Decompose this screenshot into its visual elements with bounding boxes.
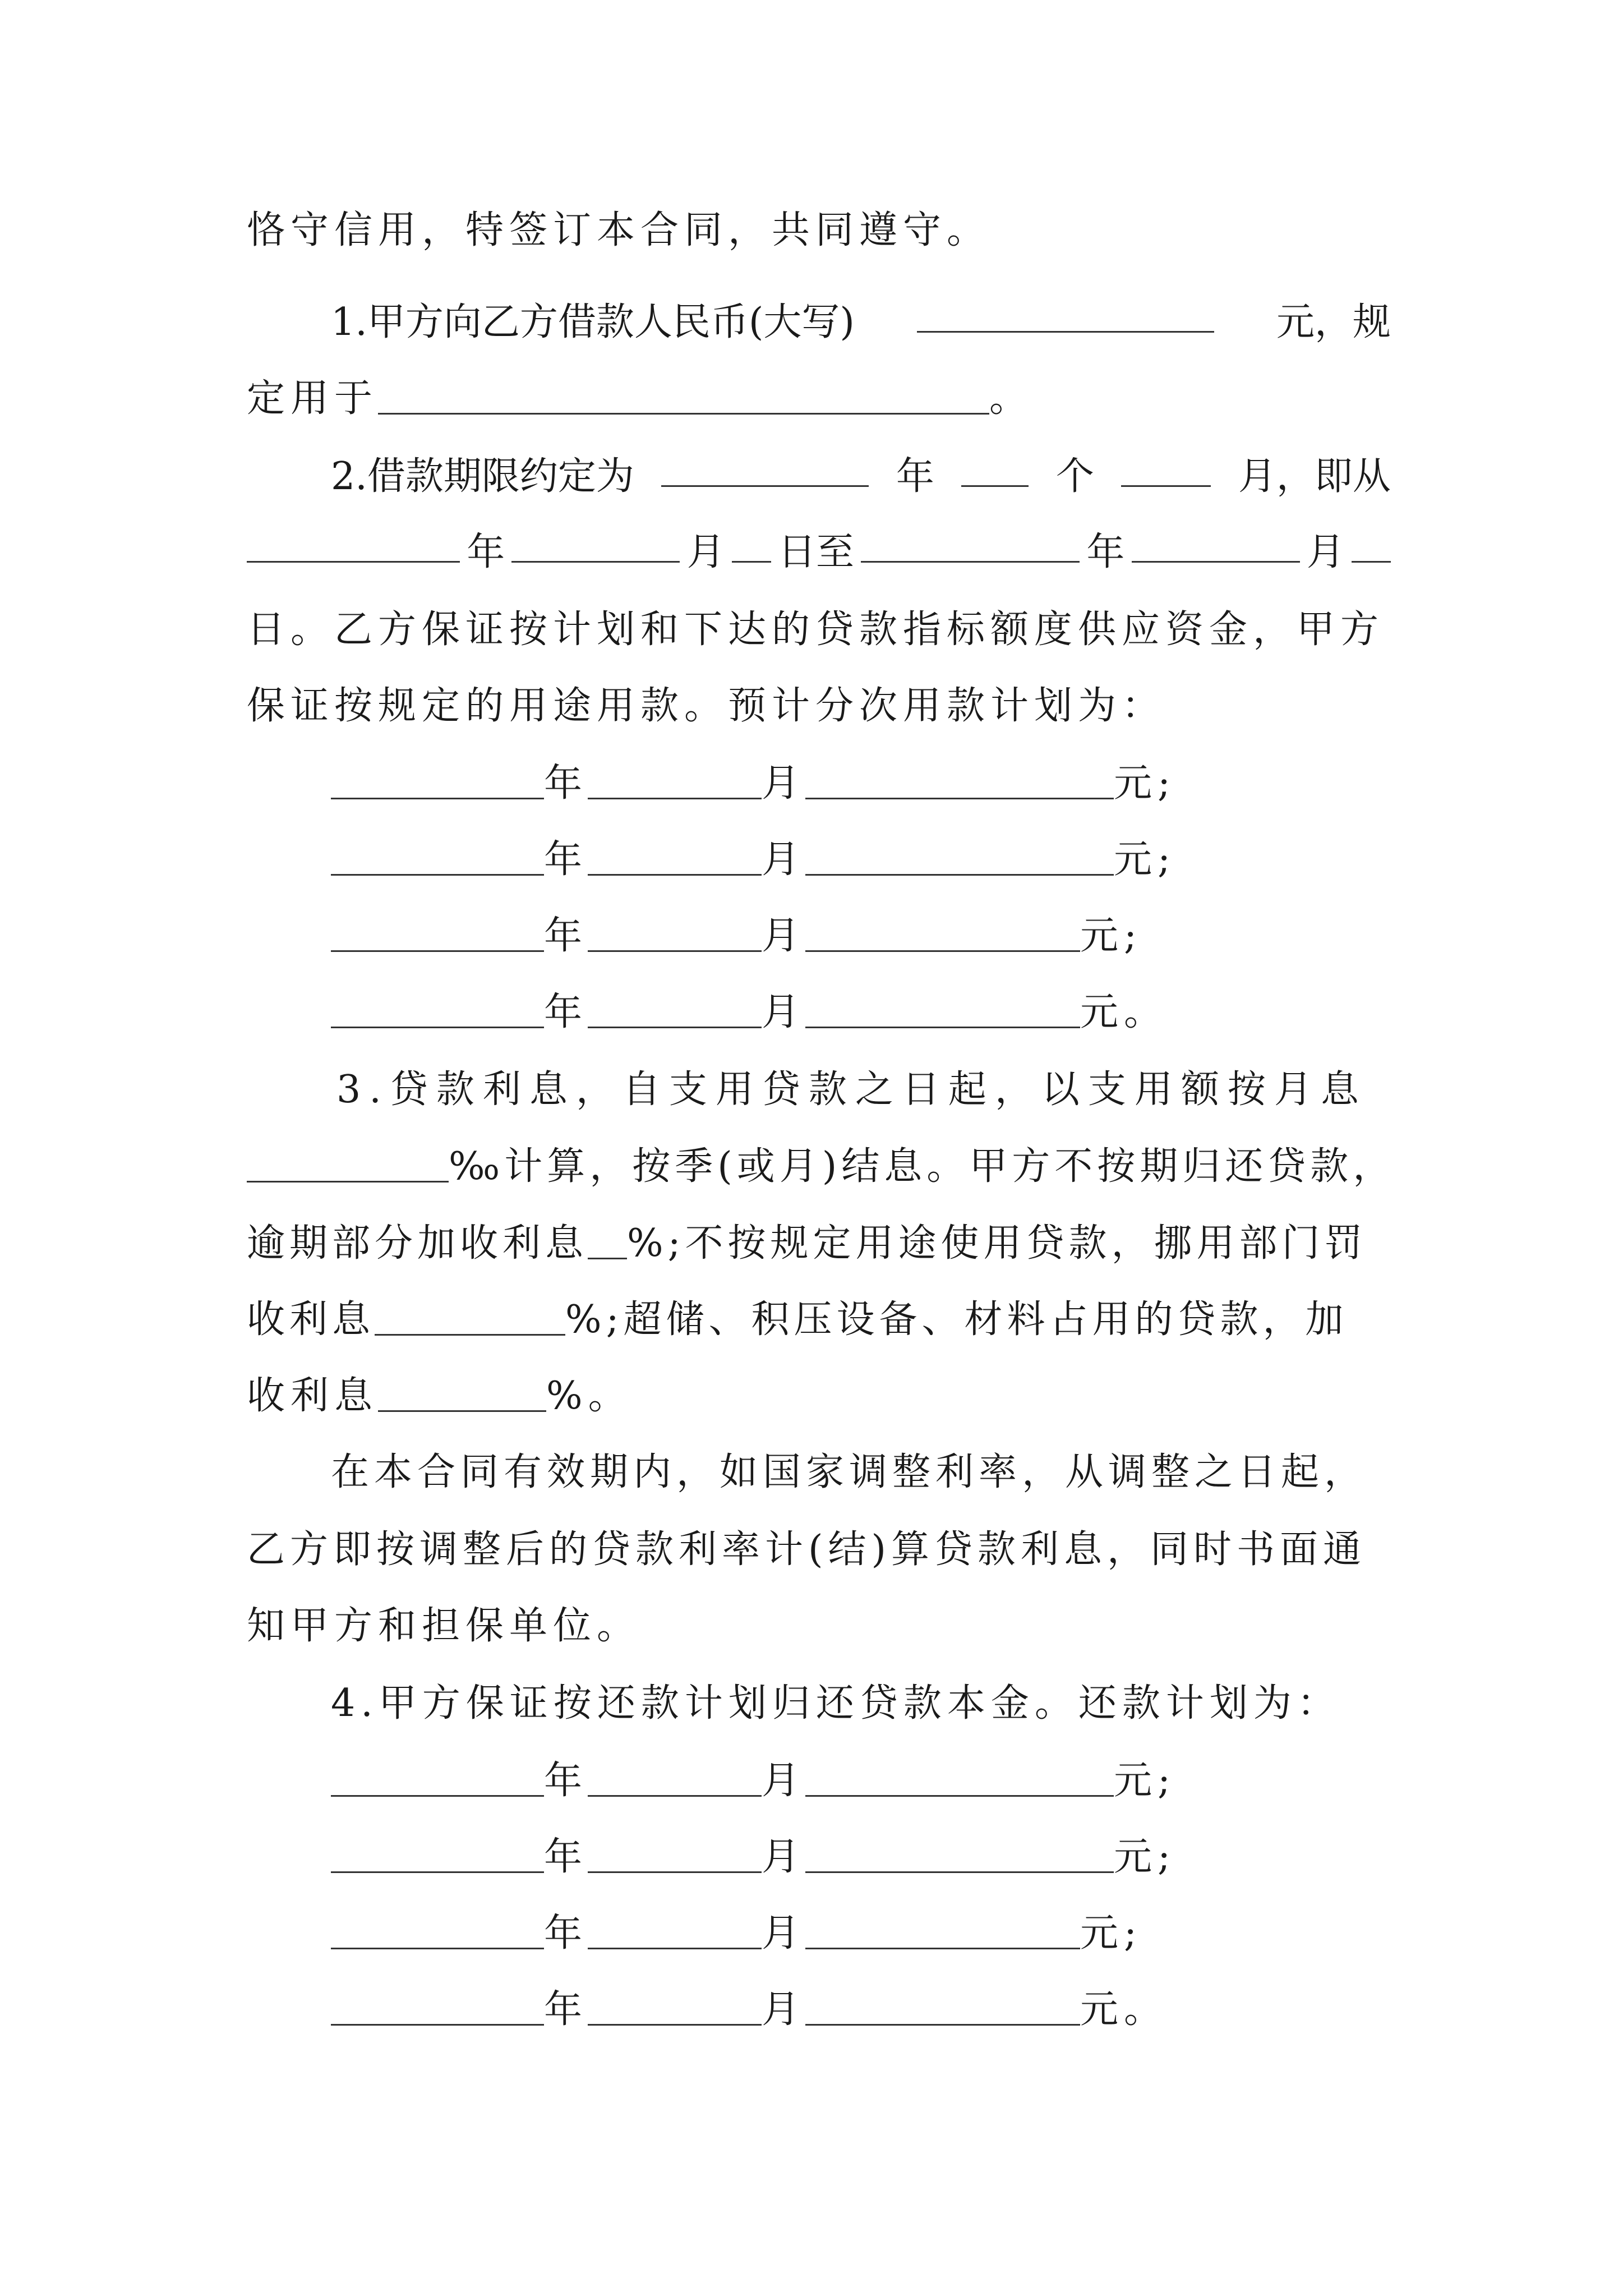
line-text: 逾期部分加收利息 <box>247 1221 588 1266</box>
text-line <box>247 1289 1391 1351</box>
line-text: 月 <box>762 1911 806 1955</box>
line-text: 月 <box>762 990 806 1034</box>
blank-count[interactable] <box>961 446 1029 487</box>
blank-month[interactable] <box>588 911 762 952</box>
schedule-row <box>331 753 1475 815</box>
line-text: 年 <box>544 1987 588 2032</box>
line-text: 月，即从 <box>1238 454 1391 499</box>
schedule-row <box>331 1979 1475 2041</box>
blank-start-day[interactable] <box>732 522 771 563</box>
blank-amount[interactable] <box>805 987 1080 1028</box>
line-text: 月 <box>762 914 806 958</box>
blank-year[interactable] <box>331 1908 544 1949</box>
line-text: 年 <box>544 990 588 1034</box>
line-text: 年 <box>467 530 505 574</box>
line-text: 年 <box>544 838 588 882</box>
blank-end-month[interactable] <box>1132 522 1300 563</box>
clause-2-line-2 <box>247 522 1391 583</box>
line-text: 年 <box>544 914 588 958</box>
blank-month[interactable] <box>588 1832 762 1873</box>
line-text: 月 <box>762 1987 806 2032</box>
blank-overdue-rate[interactable] <box>588 1218 627 1259</box>
line-text: 收利息 <box>247 1297 375 1342</box>
line-text: 元; <box>1080 914 1142 958</box>
blank-surcharge-rate[interactable] <box>378 1371 546 1412</box>
blank-amount[interactable] <box>805 1756 1114 1797</box>
line-text: 元; <box>1114 838 1176 882</box>
blank-amount[interactable] <box>805 1985 1080 2026</box>
line-text: 月 <box>762 1835 806 1879</box>
line-text: ‰计算，按季(或月)结息。甲方不按期归还贷款， <box>449 1144 1396 1189</box>
blank-end-day[interactable] <box>1352 522 1391 563</box>
text-line <box>247 599 1391 661</box>
text-line <box>247 1136 1396 1198</box>
blank-year[interactable] <box>331 987 544 1028</box>
line-text: 月 <box>686 530 725 574</box>
blank-year[interactable] <box>331 1832 544 1873</box>
line-text: 恪守信用，特签订本合同，共同遵守。 <box>247 208 991 252</box>
text-line <box>336 1059 1391 1121</box>
clause-1-line-1 <box>331 292 1391 353</box>
line-text: 元，规 <box>1276 300 1391 344</box>
line-text: 月 <box>1306 530 1345 574</box>
blank-year[interactable] <box>331 835 544 876</box>
schedule-row <box>331 905 1475 967</box>
blank-months[interactable] <box>1121 446 1211 487</box>
line-text: 年 <box>544 761 588 806</box>
schedule-row <box>331 1903 1475 1964</box>
line-text: 2.借款期限约定为 <box>331 454 634 499</box>
blank-month[interactable] <box>588 835 762 876</box>
blank-end-year[interactable] <box>861 522 1080 563</box>
schedule-row <box>331 829 1475 891</box>
blank-purpose[interactable] <box>378 374 989 415</box>
line-text: 4.甲方保证按还款计划归还贷款本金。还款计划为： <box>331 1681 1341 1726</box>
blank-start-year[interactable] <box>247 522 460 563</box>
blank-month[interactable] <box>588 1908 762 1949</box>
clause-1-line-2 <box>247 368 1391 430</box>
line-text: 知甲方和担保单位。 <box>247 1604 641 1648</box>
blank-month[interactable] <box>588 1756 762 1797</box>
line-text: 个 <box>1055 454 1094 499</box>
text-line <box>247 1365 1391 1427</box>
schedule-row <box>331 982 1475 1043</box>
blank-years[interactable] <box>661 446 869 487</box>
line-text: 在本合同有效期内，如国家调整利率，从调整之日起， <box>331 1450 1368 1494</box>
line-text: 元; <box>1080 1911 1142 1955</box>
schedule-row <box>331 1750 1475 1812</box>
line-text: 年 <box>896 454 934 499</box>
line-text: 年 <box>544 1759 588 1803</box>
line-text: 元; <box>1114 761 1176 806</box>
blank-amount[interactable] <box>805 911 1080 952</box>
line-text: 元; <box>1114 1835 1176 1879</box>
blank-amount[interactable] <box>805 835 1114 876</box>
text-line <box>331 1673 1475 1734</box>
blank-year[interactable] <box>331 758 544 799</box>
line-text: 月 <box>762 1759 806 1803</box>
text-line <box>247 200 1391 261</box>
text-line <box>247 1519 1391 1581</box>
schedule-row <box>331 1826 1475 1888</box>
line-text: 年 <box>1086 530 1125 574</box>
blank-month[interactable] <box>588 758 762 799</box>
text-line <box>331 1442 1391 1503</box>
text-line <box>247 1213 1391 1274</box>
text-line <box>247 1595 1391 1657</box>
line-text: %;不按规定用途使用贷款，挪用部门罚 <box>627 1221 1367 1266</box>
line-text: 年 <box>544 1911 588 1955</box>
blank-year[interactable] <box>331 1756 544 1797</box>
line-text: 定用于 <box>247 376 379 421</box>
line-text: 月 <box>762 838 806 882</box>
line-text: 元。 <box>1080 990 1168 1034</box>
blank-amount[interactable] <box>917 292 1214 333</box>
blank-year[interactable] <box>331 1985 544 2026</box>
line-text: 日至 <box>777 530 854 574</box>
line-text: 。 <box>989 376 1034 421</box>
blank-amount[interactable] <box>805 1832 1114 1873</box>
blank-year[interactable] <box>331 911 544 952</box>
line-text: 元; <box>1114 1759 1176 1803</box>
line-text: 保证按规定的用途用款。预计分次用款计划为： <box>247 684 1166 728</box>
line-text: %;超储、积压设备、材料占用的贷款，加 <box>565 1297 1348 1342</box>
line-text: 1.甲方向乙方借款人民币(大写) <box>331 300 855 344</box>
line-text: 3.贷款利息，自支用贷款之日起，以支用额按月息 <box>336 1068 1367 1112</box>
blank-monthly-rate[interactable] <box>247 1142 449 1182</box>
blank-month[interactable] <box>588 987 762 1028</box>
blank-amount[interactable] <box>805 1908 1080 1949</box>
line-text: 元。 <box>1080 1987 1168 2032</box>
line-text: %。 <box>546 1374 632 1418</box>
line-text: 月 <box>762 761 806 806</box>
blank-penalty-rate[interactable] <box>375 1295 565 1336</box>
line-text: 乙方即按调整后的贷款利率计(结)算贷款利息，同时书面通 <box>247 1527 1367 1572</box>
line-text: 年 <box>544 1835 588 1879</box>
text-line <box>247 675 1391 737</box>
blank-amount[interactable] <box>805 758 1114 799</box>
clause-2-line-1 <box>331 446 1391 508</box>
line-text: 日。乙方保证按计划和下达的贷款指标额度供应资金，甲方 <box>247 608 1385 652</box>
blank-start-month[interactable] <box>511 522 680 563</box>
line-text: 收利息 <box>247 1374 379 1418</box>
blank-month[interactable] <box>588 1985 762 2026</box>
